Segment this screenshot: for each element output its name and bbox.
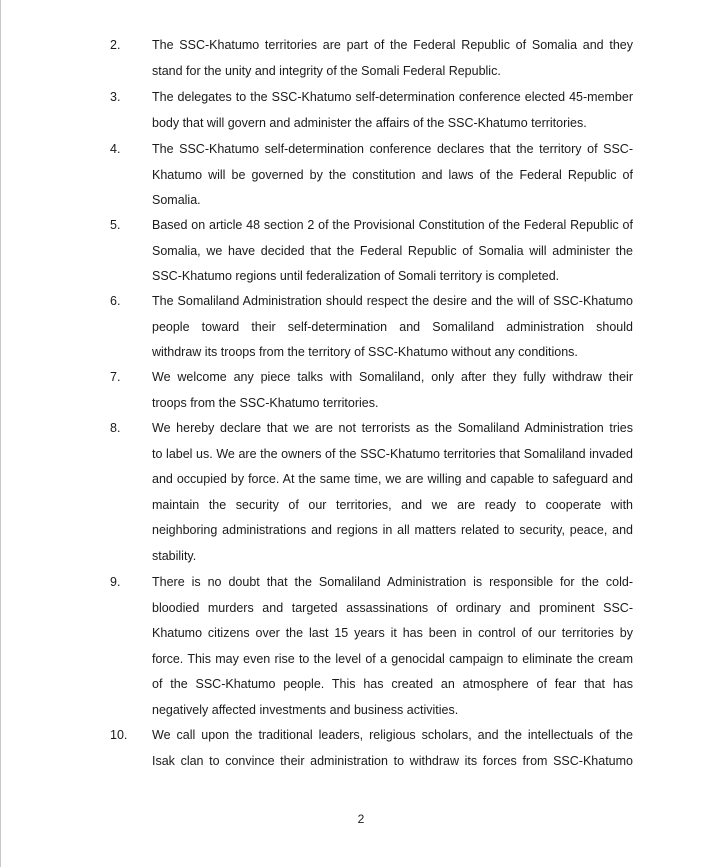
text-line: Somalia, we have decided that the Federal Republic of Somalia will administer the xyxy=(152,243,633,258)
text-line: We welcome any piece talks with Somaliland, only after they fully withdraw their xyxy=(152,370,633,384)
text-line: bloodied murders and targeted assassinations of ordinary and prominent SSC- xyxy=(152,600,633,615)
text-line: force. This may even rise to the level of a genocidal campaign to eliminate the cream xyxy=(152,651,633,666)
text-line: and occupied by force. At the same time, we are willing and capable to safeguard and xyxy=(152,472,633,487)
item-number: 3. xyxy=(110,90,121,104)
text-line: maintain the security of our territories, and we are ready to cooperate with xyxy=(152,497,633,512)
text-line: stability. xyxy=(152,548,197,563)
text-line: Somalia. xyxy=(152,193,201,208)
text-line: Khatumo citizens over the last 15 years it has been in control of our territories by xyxy=(152,626,633,641)
text-line: people toward their self-determination and Somaliland administration should xyxy=(152,319,633,334)
text-line: The SSC-Khatumo territories are part of the Federal Republic of Somalia and they xyxy=(152,38,633,52)
item-text xyxy=(152,137,633,214)
page-number: 2 xyxy=(357,812,365,826)
text-line: The delegates to the SSC-Khatumo self-determination conference elected 45-member xyxy=(152,90,633,104)
item-text xyxy=(152,416,633,570)
text-line: body that will govern and administer the affairs of the SSC-Khatumo territories. xyxy=(152,115,587,130)
item-text xyxy=(152,85,633,136)
item-number: 8. xyxy=(110,421,121,435)
text-line: negatively affected investments and business activities. xyxy=(152,702,459,717)
text-line: Khatumo will be governed by the constitution and laws of the Federal Republic of xyxy=(152,167,633,182)
item-text xyxy=(152,365,633,416)
text-line: We hereby declare that we are not terrorists as the Somaliland Administration tries xyxy=(152,421,633,435)
text-line: Based on article 48 section 2 of the Provisional Constitution of the Federal Republic of xyxy=(152,218,633,232)
text-line: Isak clan to convince their administration to withdraw its forces from SSC-Khatumo xyxy=(152,753,633,768)
text-line: of the SSC-Khatumo people. This has created an atmosphere of fear that has xyxy=(152,677,633,692)
item-text xyxy=(152,33,633,84)
item-number: 6. xyxy=(110,294,121,308)
item-number: 10. xyxy=(110,728,128,742)
item-number: 5. xyxy=(110,218,121,232)
text-line: There is no doubt that the Somaliland Administration is responsible for the cold- xyxy=(152,575,633,589)
text-line: stand for the unity and integrity of the Somali Federal Republic. xyxy=(152,63,501,78)
item-text xyxy=(152,723,633,774)
text-line: The SSC-Khatumo self-determination conference declares that the territory of SSC- xyxy=(152,142,633,156)
item-text xyxy=(152,289,633,366)
text-line: to label us. We are the owners of the SSC-Khatumo territories that Somaliland invaded xyxy=(152,446,633,461)
item-text xyxy=(152,570,633,724)
item-text xyxy=(152,213,633,290)
text-line: We call upon the traditional leaders, religious scholars, and the intellectuals of the xyxy=(152,728,633,742)
item-number: 2. xyxy=(110,38,121,52)
text-line: neighboring administrations and regions in all matters related to security, peace, and xyxy=(152,523,633,538)
text-line: SSC-Khatumo regions until federalization of Somali territory is completed. xyxy=(152,269,560,284)
item-number: 7. xyxy=(110,370,121,384)
item-number: 4. xyxy=(110,142,121,156)
item-number: 9. xyxy=(110,575,121,589)
text-line: withdraw its troops from the territory of SSC-Khatumo without any conditions. xyxy=(152,345,578,360)
text-line: The Somaliland Administration should respect the desire and the will of SSC-Khatumo xyxy=(152,294,633,308)
text-line: troops from the SSC-Khatumo territories. xyxy=(152,395,379,410)
